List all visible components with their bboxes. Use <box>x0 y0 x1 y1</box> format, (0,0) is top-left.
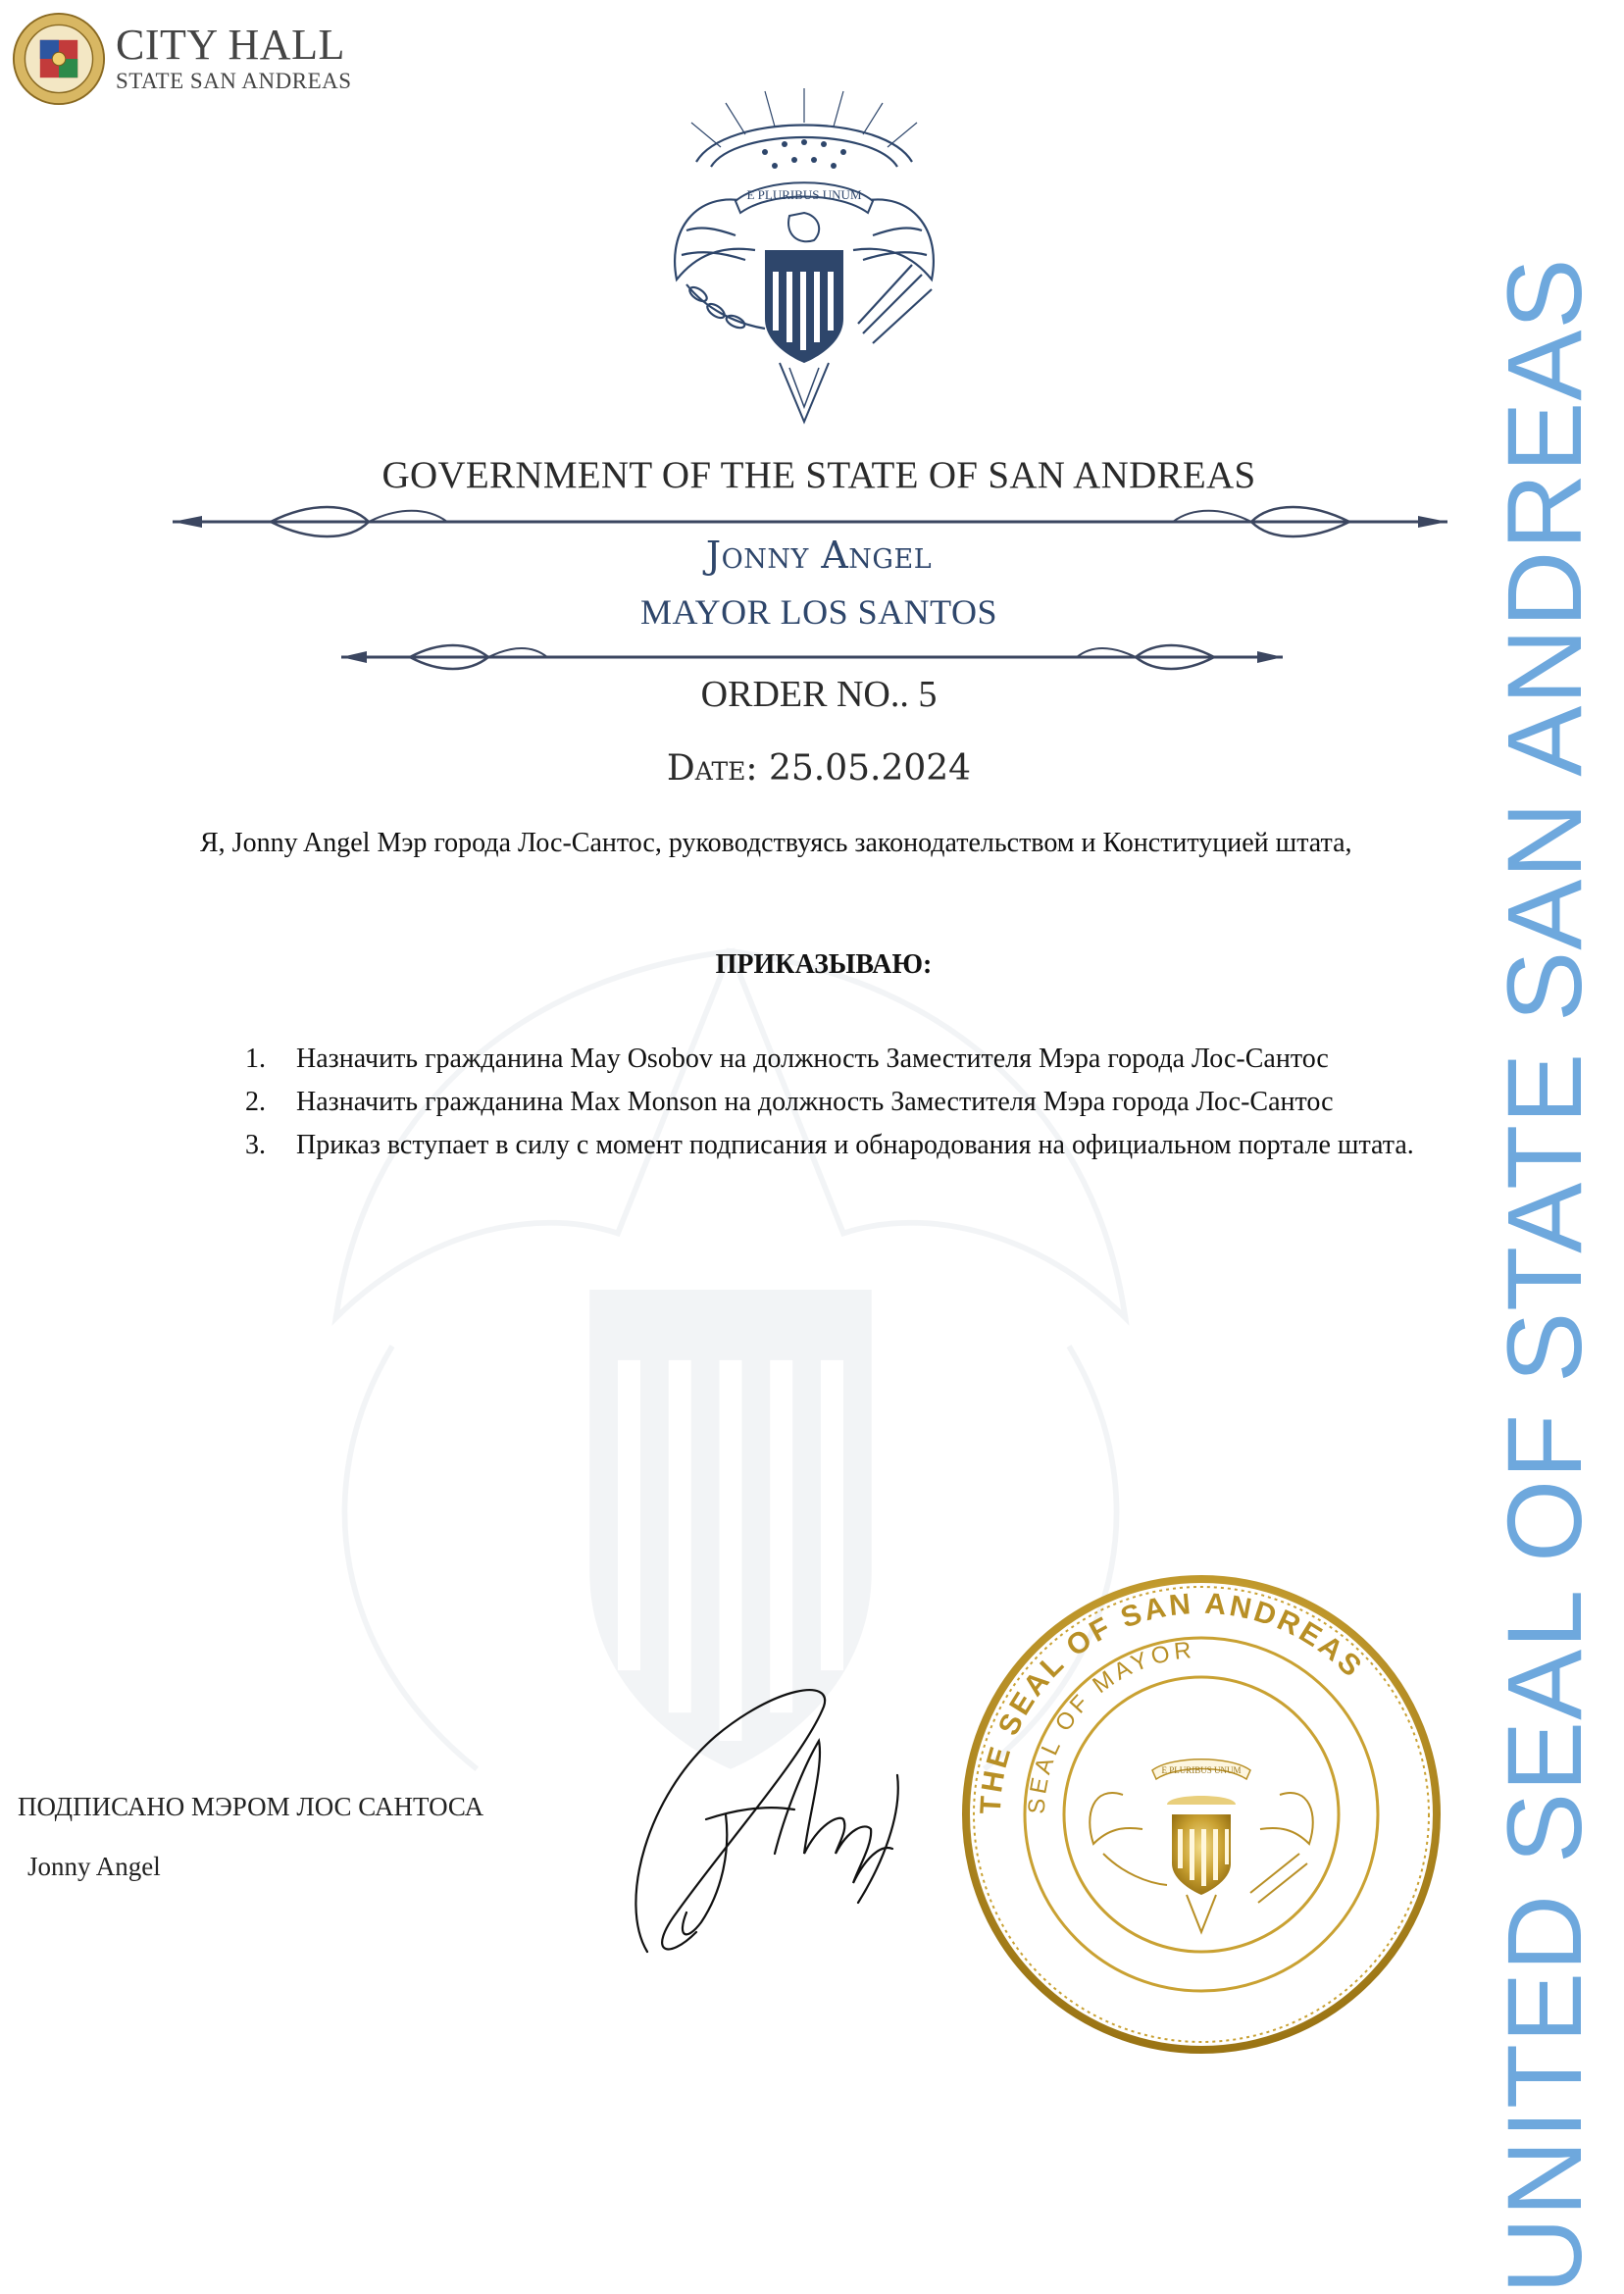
order-items-list <box>245 1038 1446 1167</box>
list-item <box>245 1124 1446 1167</box>
item-text: Приказ вступает в силу с момент подписания и обнародования на официальном портале штата. <box>296 1130 1414 1160</box>
government-title: GOVERNMENT OF THE STATE OF SAN ANDREAS <box>381 454 1256 496</box>
emblem-motto: E PLURIBUS UNUM <box>746 187 862 202</box>
item-text: Назначить гражданина Max Monson на должность Заместителя Мэра города Лос-Сантос <box>296 1087 1334 1117</box>
eagle-emblem <box>628 83 981 441</box>
gold-mayor-seal <box>956 1569 1446 2060</box>
side-banner-text: UNITED SEAL OF STATE SAN ANDREAS <box>1485 257 1603 2294</box>
item-number: 3. <box>245 1130 266 1160</box>
order-number: ORDER NO.. 5 <box>700 674 938 715</box>
item-text: Назначить гражданина May Osobov на должность Заместителя Мэра города Лос-Сантос <box>296 1044 1329 1074</box>
item-number: 1. <box>245 1044 266 1074</box>
mayor-name: Jonny Angel <box>705 534 933 577</box>
city-hall-logo <box>12 12 352 106</box>
header-title: CITY HALL <box>116 21 345 69</box>
city-seal-icon <box>12 12 106 106</box>
preamble-paragraph: Я, Jonny Angel Мэр города Лос-Сантос, руководствуясь законодательством и Конституцией штата, <box>200 828 1352 858</box>
list-item <box>245 1038 1446 1081</box>
signer-name: Jonny Angel <box>27 1852 161 1881</box>
signed-by-label: ПОДПИСАНО МЭРОМ ЛОС САНТОСА <box>18 1792 484 1821</box>
seal-motto: E PLURIBUS UNUM <box>1161 1765 1242 1775</box>
list-item <box>245 1081 1446 1124</box>
order-date: Date: 25.05.2024 <box>666 748 972 789</box>
mayor-title: MAYOR LOS SANTOS <box>639 592 998 632</box>
handwritten-signature <box>608 1648 932 1971</box>
item-number: 2. <box>245 1087 266 1117</box>
command-heading: ПРИКАЗЫВАЮ: <box>715 949 933 980</box>
seal-outer-text: THE SEAL OF SAN ANDREAS <box>974 1587 1370 1815</box>
header-subtitle: STATE SAN ANDREAS <box>116 69 352 93</box>
seal-inner-text: SEAL OF MAYOR <box>1023 1636 1196 1815</box>
ornamental-divider <box>331 639 1293 675</box>
